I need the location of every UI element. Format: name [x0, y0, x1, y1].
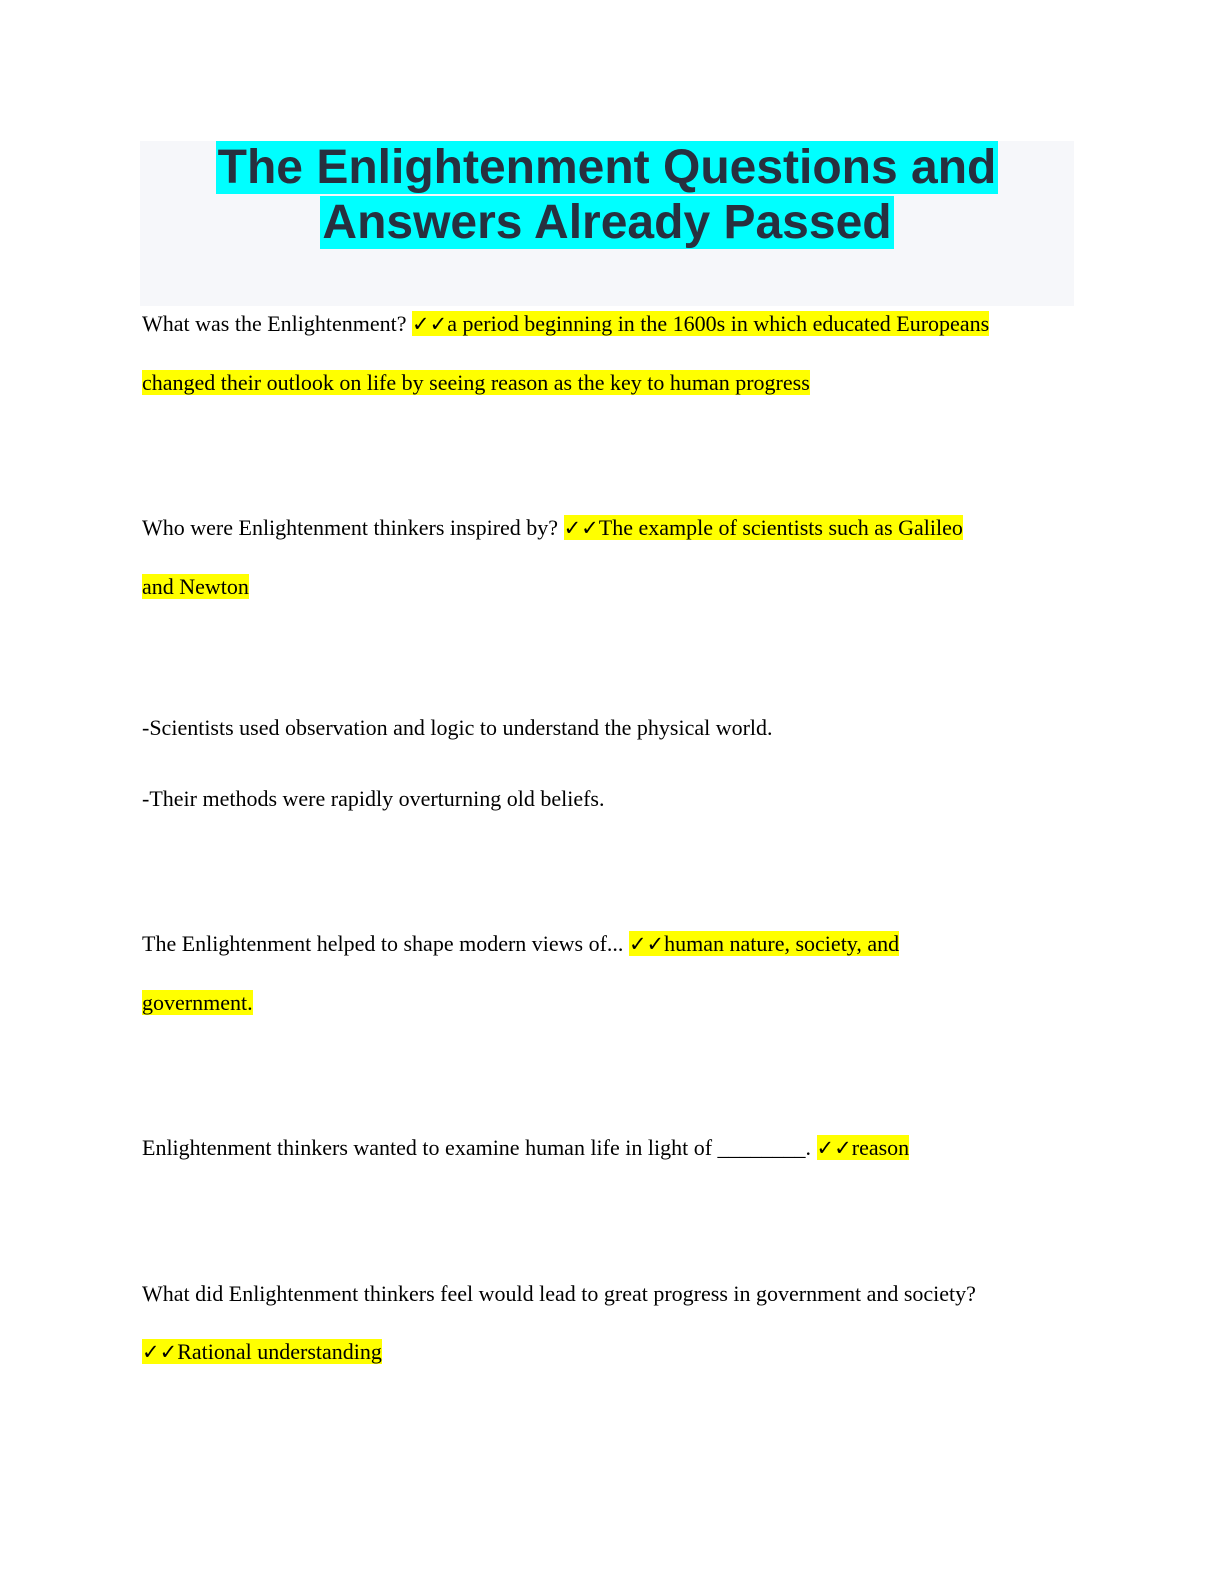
qa-3-line-2 [142, 988, 253, 1018]
answer-highlight [817, 1135, 910, 1160]
qa-4-line-1 [142, 1133, 909, 1163]
qa-5-line-2 [142, 1337, 382, 1367]
double-check-icon: ✓✓ [142, 1340, 178, 1364]
question-text: Who were Enlightenment thinkers inspired by? [142, 515, 559, 540]
question-text: What did Enlightenment thinkers feel would lead to great progress in government and society? [142, 1281, 976, 1306]
double-check-icon: ✓✓ [816, 1136, 852, 1160]
answer-highlight [412, 311, 989, 336]
note-text: -Scientists used observation and logic to understand the physical world. [142, 715, 773, 740]
answer-text: and Newton [142, 574, 249, 599]
page-title-line-1: The Enlightenment Questions and [217, 141, 997, 194]
answer-text: human nature, society, and [664, 931, 900, 956]
qa-2-line-1 [142, 513, 963, 543]
answer-highlight [564, 515, 963, 540]
title-block [140, 141, 1074, 306]
qa-1-line-1 [142, 309, 989, 339]
qa-5-line-1 [142, 1279, 976, 1309]
note-line-2 [142, 784, 604, 814]
answer-text: changed their outlook on life by seeing reason as the key to human progress [142, 370, 810, 395]
note-text: -Their methods were rapidly overturning old beliefs. [142, 786, 605, 811]
qa-1-line-2 [142, 368, 810, 398]
answer-text: reason [851, 1135, 910, 1160]
double-check-icon: ✓✓ [563, 516, 599, 540]
qa-3-line-1 [142, 929, 899, 959]
question-text: Enlightenment thinkers wanted to examine human life in light of ________. [142, 1135, 812, 1160]
answer-highlight [629, 931, 899, 956]
answer-text: government. [142, 990, 253, 1015]
question-text: The Enlightenment helped to shape modern views of... [142, 931, 624, 956]
double-check-icon: ✓✓ [412, 312, 448, 336]
answer-text: The example of scientists such as Galileo [598, 515, 963, 540]
answer-text: Rational understanding [177, 1339, 382, 1364]
answer-highlight [142, 1339, 382, 1364]
answer-text: a period beginning in the 1600s in which educated Europeans [447, 311, 990, 336]
double-check-icon: ✓✓ [628, 932, 665, 956]
note-line-1 [142, 713, 773, 743]
question-text: What was the Enlightenment? [142, 311, 407, 336]
qa-2-line-2 [142, 572, 249, 602]
page-title-line-2: Answers Already Passed [322, 196, 892, 249]
